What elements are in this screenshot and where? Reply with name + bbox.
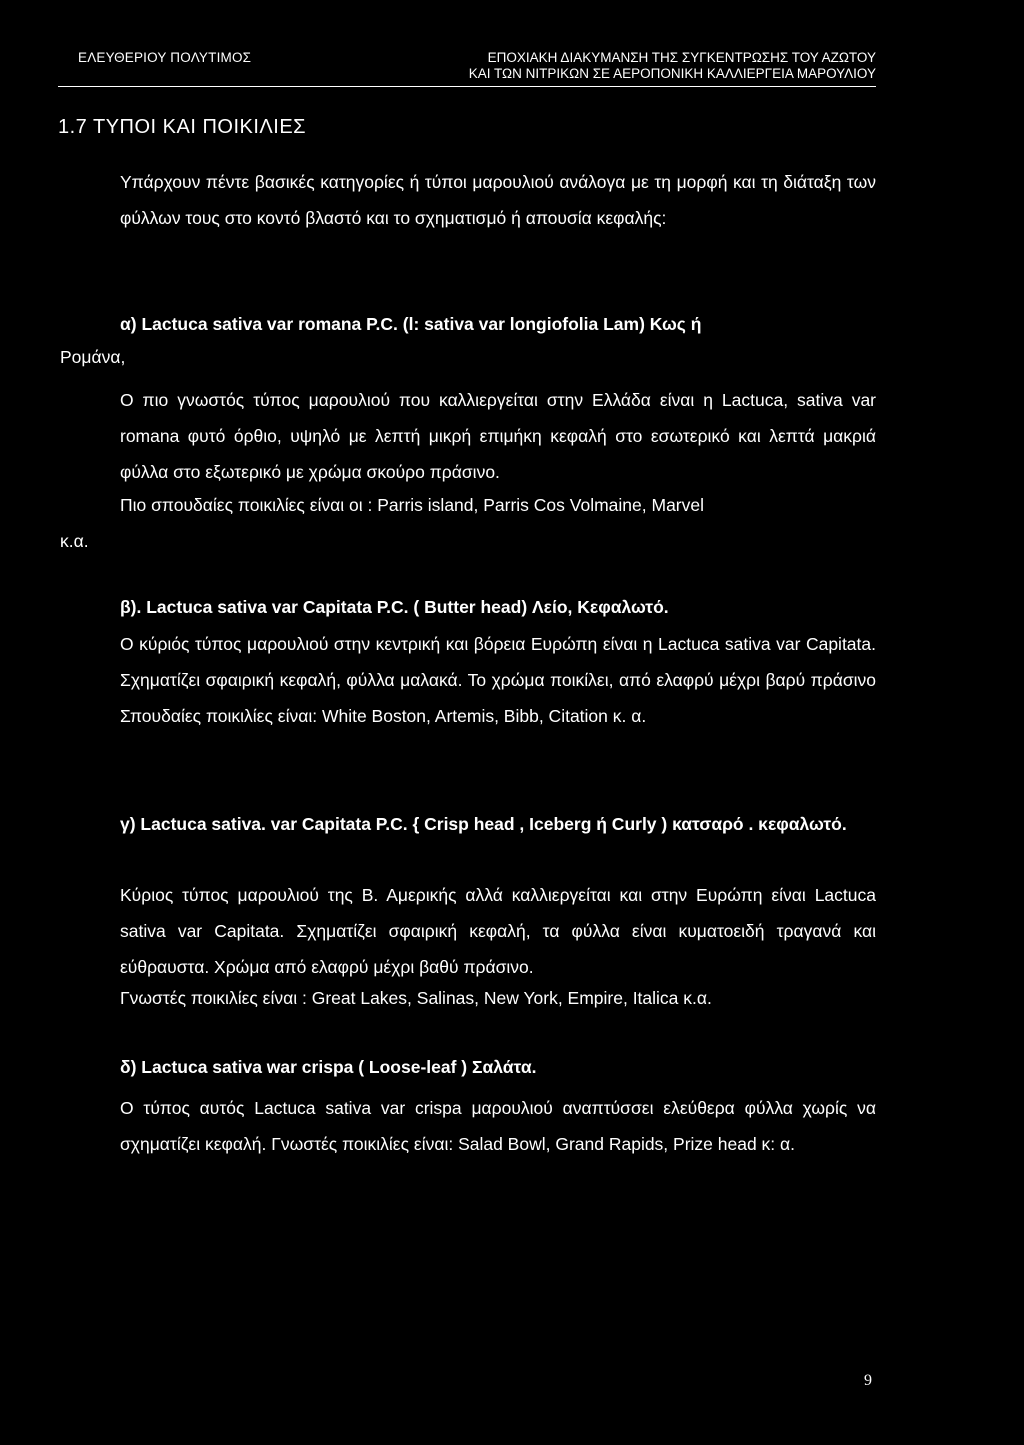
type-a-heading bbox=[120, 306, 876, 342]
intro-text: Υπάρχουν πέντε βασικές κατηγορίες ή τύποι μαρουλιού ανάλογα με τη μορφή και τη διάταξη των φύλλων τους στο κοντό βλαστό και το σχηματισμό ή απουσία κεφαλής: bbox=[120, 172, 876, 228]
type-c-body-text: Κύριος τύπος μαρουλιού της Β. Αμερικής αλλά καλλιεργείται και στην Ευρώπη είναι Lactuca sativa var Capitata. Σχηματίζει σφαιρική κεφαλή, τα φύλλα είναι κυματοειδή τραγανά και εύθραυστα. Χρώμα από ελαφρύ μέχρι βαθύ πράσινο. bbox=[120, 885, 876, 977]
type-d-heading: δ) Lactuca sativa war crispa ( Loose-leaf ) Σαλάτα. bbox=[120, 1057, 537, 1077]
header-title-line-2: ΚΑΙ ΤΩΝ ΝΙΤΡΙΚΩΝ ΣΕ ΑΕΡΟΠΟΝΙΚΗ ΚΑΛΛΙΕΡΓΕΙΑ ΜΑΡΟΥΛΙΟΥ bbox=[468, 66, 876, 81]
type-c-varieties: Γνωστές ποικιλίες είναι : Great Lakes, Salinas, New York, Empire, Italica κ.α. bbox=[120, 988, 712, 1008]
type-a-body-text: Ο πιο γνωστός τύπος μαρουλιού που καλλιεργείται στην Ελλάδα είναι η Lactuca, sativa var romana φυτό όρθιο, υψηλό με λεπτή μικρή επιμήκη κεφαλή στο εσωτερικό και λεπτά μακριά φύλλα στο εξωτερικό με χρώμα σκούρο πράσινο. bbox=[120, 390, 876, 482]
page-number: 9 bbox=[864, 1372, 872, 1389]
header-rule bbox=[58, 86, 876, 87]
type-d-body-text: Ο τύπος αυτός Lactuca sativa var crispa μαρουλιού αναπτύσσει ελεύθερα φύλλα χωρίς να σχηματίζει κεφαλή. Γνωστές ποικιλίες είναι: Salad Bowl, Grand Rapids, Prize head κ: α. bbox=[120, 1098, 876, 1154]
type-d-body bbox=[60, 1090, 876, 1162]
type-c-heading-text: γ) Lactuca sativa. var Capitata P.C. { Crisp head , Iceberg ή Curly ) κατσαρό . κεφαλωτό. bbox=[120, 814, 847, 834]
type-a-heading-text: α) Lactuca sativa var romana P.C. (l: sativa var longiofolia Lam) Κως ή bbox=[120, 314, 702, 334]
header-author: ΕΛΕΥΘΕΡΙΟΥ ΠΟΛΥΤΙΜΟΣ bbox=[78, 50, 252, 65]
intro-paragraph bbox=[60, 164, 876, 236]
section-title: 1.7 ΤΥΠΟΙ ΚΑΙ ΠΟΙΚΙΛΙΕΣ bbox=[58, 116, 307, 138]
type-a-heading-cont: Ρομάνα, bbox=[60, 347, 126, 367]
type-a-varieties-cont: κ.α. bbox=[60, 531, 89, 551]
type-b-body bbox=[60, 626, 876, 734]
type-a-body bbox=[60, 382, 876, 490]
header-title bbox=[469, 50, 876, 82]
type-a-varieties: Πιο σπουδαίες ποικιλίες είναι οι : Parris island, Parris Cos Volmaine, Marvel bbox=[120, 495, 705, 515]
type-b-body-text: Ο κύριός τύπος μαρουλιού στην κεντρική και βόρεια Ευρώπη είναι η Lactuca sativa var Capitata. Σχηματίζει σφαιρική κεφαλή, φύλλα μαλακά. Το χρώμα ποικίλει, από ελαφρύ μέχρι βαρύ πράσινο Σπουδαίες ποικιλίες είναι: White Boston, Artemis, Bibb, Citation κ. α. bbox=[120, 634, 876, 726]
type-b-heading: β). Lactuca sativa var Capitata P.C. ( Butter head) Λείο, Κεφαλωτό. bbox=[120, 597, 669, 617]
type-c-heading bbox=[60, 806, 876, 842]
type-c-body bbox=[60, 877, 876, 985]
header-title-line-1: ΕΠΟΧΙΑΚΗ ΔΙΑΚΥΜΑΝΣΗ ΤΗΣ ΣΥΓΚΕΝΤΡΩΣΗΣ ΤΟΥ ΑΖΩΤΟΥ bbox=[487, 50, 876, 65]
